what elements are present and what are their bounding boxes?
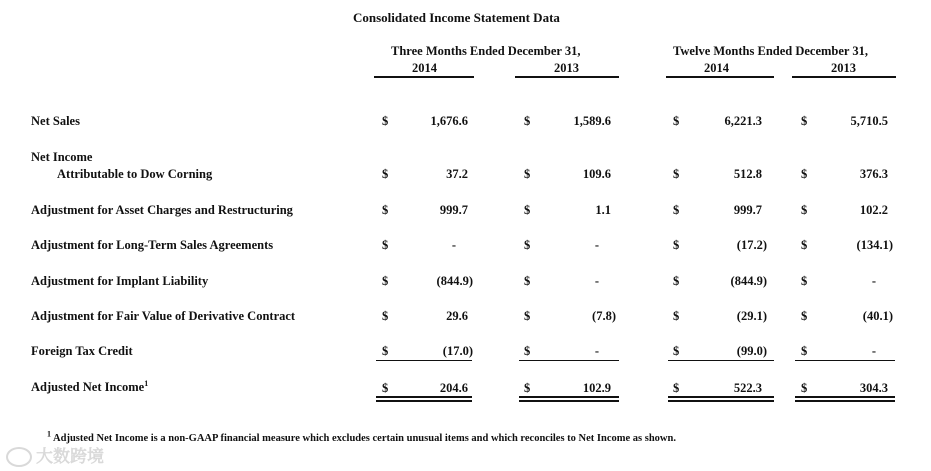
table-cell: 1,676.6 xyxy=(430,114,468,128)
currency-symbol: $ xyxy=(524,167,531,181)
table-cell: (844.9) xyxy=(730,274,767,288)
table-cell: - xyxy=(871,344,876,358)
watermark-logo-icon xyxy=(6,447,32,467)
statement-title: Consolidated Income Statement Data xyxy=(353,10,560,25)
row-label-asset-charges: Adjustment for Asset Charges and Restructuring xyxy=(31,203,293,217)
row-label-net-sales: Net Sales xyxy=(31,114,80,128)
period-header-twelve-months: Twelve Months Ended December 31, xyxy=(673,44,869,58)
currency-symbol: $ xyxy=(524,381,531,395)
table-cell: 109.6 xyxy=(582,167,611,181)
table-cell: (29.1) xyxy=(736,309,767,323)
currency-symbol: $ xyxy=(801,167,808,181)
row-label-foreign-tax-credit: Foreign Tax Credit xyxy=(31,344,133,358)
table-cell: (99.0) xyxy=(736,344,767,358)
total-double-rule xyxy=(668,400,774,402)
row-label-attributable: Attributable to Dow Corning xyxy=(57,167,213,181)
currency-symbol: $ xyxy=(524,114,531,128)
watermark: 大数跨境 xyxy=(6,442,104,467)
table-cell: (7.8) xyxy=(592,309,616,323)
currency-symbol: $ xyxy=(801,238,808,252)
currency-symbol: $ xyxy=(524,274,531,288)
table-cell: 37.2 xyxy=(446,167,468,181)
subtotal-rule xyxy=(668,360,774,361)
table-cell: 102.9 xyxy=(582,381,611,395)
table-cell: (17.0) xyxy=(442,344,473,358)
table-cell: 999.7 xyxy=(439,203,468,217)
currency-symbol: $ xyxy=(801,274,808,288)
currency-symbol: $ xyxy=(382,309,389,323)
header-underline-3m-2013 xyxy=(515,76,619,78)
subtotal-rule xyxy=(376,360,472,361)
table-cell: (17.2) xyxy=(736,238,767,252)
total-double-rule xyxy=(519,400,619,402)
table-cell: (40.1) xyxy=(862,309,893,323)
total-double-rule xyxy=(519,396,619,398)
currency-symbol: $ xyxy=(382,274,389,288)
table-cell: 304.3 xyxy=(859,381,888,395)
currency-symbol: $ xyxy=(673,274,680,288)
total-double-rule xyxy=(795,400,895,402)
year-header-3m-2013: 2013 xyxy=(554,61,579,75)
currency-symbol: $ xyxy=(524,238,531,252)
currency-symbol: $ xyxy=(801,309,808,323)
table-cell: - xyxy=(594,344,599,358)
table-cell: (134.1) xyxy=(856,238,893,252)
table-cell: 29.6 xyxy=(446,309,468,323)
table-cell: 204.6 xyxy=(439,381,468,395)
footnote-number: 1 xyxy=(47,429,51,439)
currency-symbol: $ xyxy=(673,238,680,252)
table-cell: 6,221.3 xyxy=(724,114,762,128)
header-underline-12m-2013 xyxy=(792,76,896,78)
currency-symbol: $ xyxy=(382,344,389,358)
currency-symbol: $ xyxy=(382,381,389,395)
currency-symbol: $ xyxy=(382,114,389,128)
row-label-implant-liability: Adjustment for Implant Liability xyxy=(31,274,209,288)
currency-symbol: $ xyxy=(382,203,389,217)
currency-symbol: $ xyxy=(524,203,531,217)
table-cell: - xyxy=(594,238,599,252)
table-cell: (844.9) xyxy=(436,274,473,288)
header-underline-12m-2014 xyxy=(666,76,774,78)
year-header-12m-2014: 2014 xyxy=(704,61,729,75)
table-cell: 5,710.5 xyxy=(850,114,888,128)
footnote: $^1$ Adjusted Net Income is a non-GAAP financial measure which excludes certain unusual items and which reconciles to Net Income as shown. xyxy=(47,429,676,444)
currency-symbol: $ xyxy=(524,309,531,323)
period-header-three-months: Three Months Ended December 31, xyxy=(391,44,581,58)
table-cell: 376.3 xyxy=(859,167,888,181)
total-double-rule xyxy=(376,396,472,398)
currency-symbol: $ xyxy=(801,114,808,128)
currency-symbol: $ xyxy=(524,344,531,358)
currency-symbol: $ xyxy=(673,167,680,181)
total-double-rule xyxy=(795,396,895,398)
table-cell: 102.2 xyxy=(859,203,888,217)
table-cell: - xyxy=(871,274,876,288)
table-cell: - xyxy=(451,238,456,252)
currency-symbol: $ xyxy=(801,381,808,395)
table-cell: 512.8 xyxy=(733,167,762,181)
year-header-3m-2014: 2014 xyxy=(412,61,437,75)
currency-symbol: $ xyxy=(673,344,680,358)
currency-symbol: $ xyxy=(673,381,680,395)
header-underline-3m-2014 xyxy=(374,76,474,78)
total-double-rule xyxy=(668,396,774,398)
table-cell: 1,589.6 xyxy=(573,114,611,128)
currency-symbol: $ xyxy=(673,309,680,323)
table-cell: - xyxy=(594,274,599,288)
row-label-adjusted-net-income: Adjusted Net Income$^1$ xyxy=(31,378,149,394)
currency-symbol: $ xyxy=(382,238,389,252)
total-double-rule xyxy=(376,400,472,402)
year-header-12m-2013: 2013 xyxy=(831,61,856,75)
footnote-mark: 1 xyxy=(144,378,149,388)
currency-symbol: $ xyxy=(801,203,808,217)
subtotal-rule xyxy=(795,360,895,361)
table-cell: 522.3 xyxy=(733,381,762,395)
currency-symbol: $ xyxy=(673,114,680,128)
row-label-long-term-sales: Adjustment for Long-Term Sales Agreements xyxy=(31,238,274,252)
table-cell: 999.7 xyxy=(733,203,762,217)
subtotal-rule xyxy=(519,360,619,361)
currency-symbol: $ xyxy=(673,203,680,217)
row-label-fair-value-derivative: Adjustment for Fair Value of Derivative Contract xyxy=(31,309,296,323)
table-cell: 1.1 xyxy=(595,203,611,217)
currency-symbol: $ xyxy=(382,167,389,181)
currency-symbol: $ xyxy=(801,344,808,358)
row-label-net-income: Net Income xyxy=(31,150,93,164)
